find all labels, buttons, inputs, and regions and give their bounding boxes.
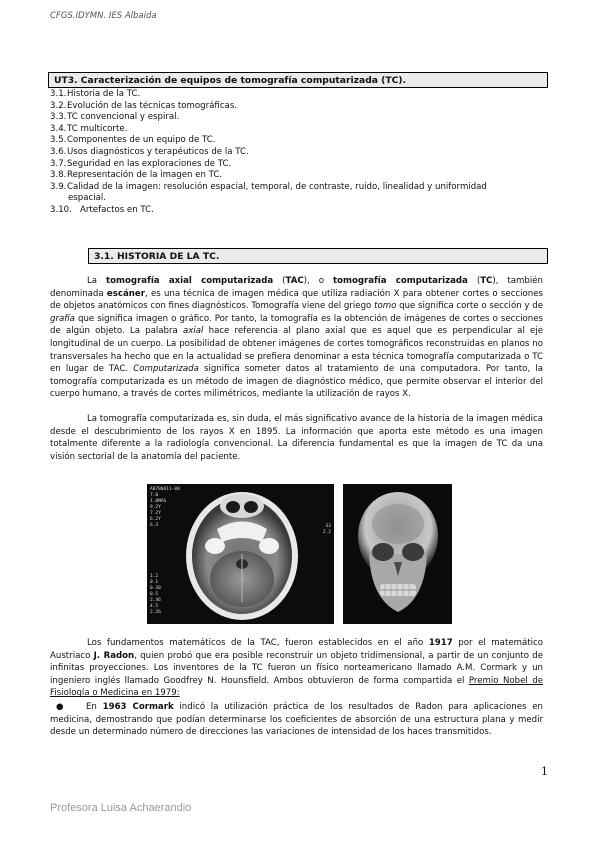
skull-xray-image [343,484,452,624]
ct-label: 2.2 [322,530,331,535]
toc-item [50,159,542,171]
toc-text: TC convencional y espiral. [67,112,180,123]
toc-item [50,124,542,136]
ct-label: 2.26 [150,610,161,615]
ct-scan-image [147,484,334,624]
toc-text: Representación de la imagen en TC. [67,170,223,181]
toc-item [50,205,542,217]
text-run: que significa imagen o gráfico. Por tanto, la tomografía es la obtención de imágenes de cortes o secciones de algún objeto. La palabra [50,313,543,337]
text-run: ( [467,276,481,286]
ct-label: 7.2Y [150,511,161,516]
bold-term: 1917 [428,638,453,648]
toc-number: 3.5. [50,135,67,146]
bold-term: TC [480,276,493,286]
toc-text: Componentes de un equipo de TC. [67,135,216,146]
toc-number: 3.8. [50,170,67,181]
text-run: , quien probó que era posible reconstruir un objeto tridimensional, a partir de un conjunto de infinitas proyecciones. Los inventores de la TC fueron un físico norteamericano llamado A.M. Cormark y un ingeniero inglés llamado Goodfrey N. Hounsfield. Ambos obtuvieron de forma compartida el [50,650,544,686]
ct-overlay-right [323,524,331,536]
toc-number: 3.3. [50,112,67,123]
ct-label: 6.2Y [150,517,161,522]
ct-label: S3 [325,524,331,529]
toc-text: Evolución de las técnicas tomográficas. [67,100,238,111]
ct-label: 1.2 [150,574,159,579]
bold-term: tomografía computarizada [332,276,468,286]
text-run: significa someter datos al tratamiento de una computadora. Por tanto, la tomografía computarizada es un método de imagen de diagnóstico médico, que permite observar el interior del cuerpo humano, a través de cortes milimétricos, mediante la utilización de rayos X. [50,364,543,400]
paragraph-fundamentals [50,637,543,700]
bold-term: 1963 Cormark [102,702,174,712]
page-number: 1 [541,765,548,778]
bold-term: J. Radon [93,650,135,661]
section-title-box [88,248,548,264]
toc-item [50,89,542,101]
toc-item [50,147,542,159]
text-run: hace referencia al plano axial que es aquel que es perpendicular al eje longitudinal de un cuerpo. La posibilidad de obtener imágenes de cortes tomográficos reconstruidas en planos no transversales ha hecho que en la actualidad se prefiera denominar a esta técnica tomografía computarizada o TC en lugar de TAC. [50,326,543,375]
text-run: que significa corte o sección y de [396,301,544,312]
italic-term: grafía [50,313,75,324]
toc-text: Seguridad en las exploraciones de TC. [67,158,232,169]
ct-label: 0.5 [150,592,159,597]
toc-number: 3.6. [50,146,67,157]
toc-item-wrap [50,193,542,205]
ct-label: 4.5 [150,604,159,609]
paragraph-text: La tomografía computarizada es, sin duda, el más significativo avance de la historia de la imagen médica desde el descubrimiento de los rayos X en 1895. La información que aporta este método es una imagen totalmente diferente a la radiología convencional. La diferencia fundamental es que la imagen de TC da una visión sectorial de la anatomía del paciente. [50,414,543,462]
text-run: En [86,702,103,712]
toc-number: 3.9. [50,181,67,192]
skull-xray-graphic [343,484,452,624]
paragraph-definition [50,275,543,401]
footer-author: Profesora Luisa Achaerandio [50,802,192,814]
ct-label: 0.30 [150,586,161,591]
toc-text: Usos diagnósticos y terapéuticos de la TC. [67,146,249,157]
ct-overlay-left [150,574,161,616]
course-header: CFGS.IDYMN. IES Albaida [50,11,157,21]
bold-term: escáner [106,288,145,299]
toc-text-wrap: espacial. [68,193,106,204]
toc-text: Calidad de la imagen: resolución espacial, temporal, de contraste, ruido, linealidad y uniformidad [67,181,487,192]
ct-overlay-top-left [150,487,180,529]
text-run: ( [273,276,286,286]
ct-label: 6.3 [150,523,159,528]
bullet-cormark [50,701,543,739]
paragraph-significance [50,413,543,463]
toc-item [50,170,542,182]
text-run: , es una técnica de imagen médica que utiliza radiación X para obtener cortes o secciones de objetos anatómicos con fines diagnósticos. Tomografía viene del griego [50,288,544,312]
italic-term: axial [183,326,204,337]
text-run: Los fundamentos matemáticos de la TAC, fueron establecidos en el año [87,638,429,648]
text-run: ), o [303,276,333,286]
unit-title-box [48,72,548,88]
toc-item [50,182,542,194]
ct-label: AB780411-08 [150,487,180,492]
underlined-term: Premio Nobel de Fisiología o Medicina en 1979: [50,675,543,699]
toc-number: 3.10. [50,204,72,215]
ct-label: 7.0 [150,493,159,498]
italic-term: tomo [374,301,397,312]
text-run: por el matemático Austriaco [50,638,543,661]
toc-item [50,135,542,147]
section-title: 3.1. HISTORIA DE LA TC. [94,250,220,262]
toc-text: Historia de la TC. [67,89,141,99]
text-run: ), también denominada [50,276,544,299]
table-of-contents [50,89,542,217]
toc-number: 3.7. [50,158,67,169]
text-run: La [87,276,107,286]
unit-title: UT3. Caracterización de equipos de tomografía computarizada (TC). [54,74,407,86]
bullet-dot: ● [56,702,64,712]
toc-number: 3.2. [50,100,67,111]
ct-label: 9.2Y [150,505,161,510]
ct-label: 0.1 [150,580,159,585]
italic-term: Computarizada [133,364,199,375]
ct-label: 1.0MAS [150,499,167,504]
bold-term: tomografía axial computarizada [106,276,274,286]
toc-item [50,101,542,113]
toc-number: 3.1. [50,89,67,99]
bold-term: TAC [285,276,304,286]
toc-text: Artefactos en TC. [80,204,154,215]
ct-label: 2.46 [150,598,161,603]
text-run: indicó la utilización práctica de los resultados de Radon para aplicaciones en medicina, demostrando que podían determinarse los coeficientes de absorción de una estructura plana y medir desde un determinado número de direcciones las variaciones de intensidad de los haces transmitidos. [50,702,543,738]
toc-text: TC multicorte. [67,123,128,134]
toc-item [50,112,542,124]
toc-number: 3.4. [50,123,67,134]
